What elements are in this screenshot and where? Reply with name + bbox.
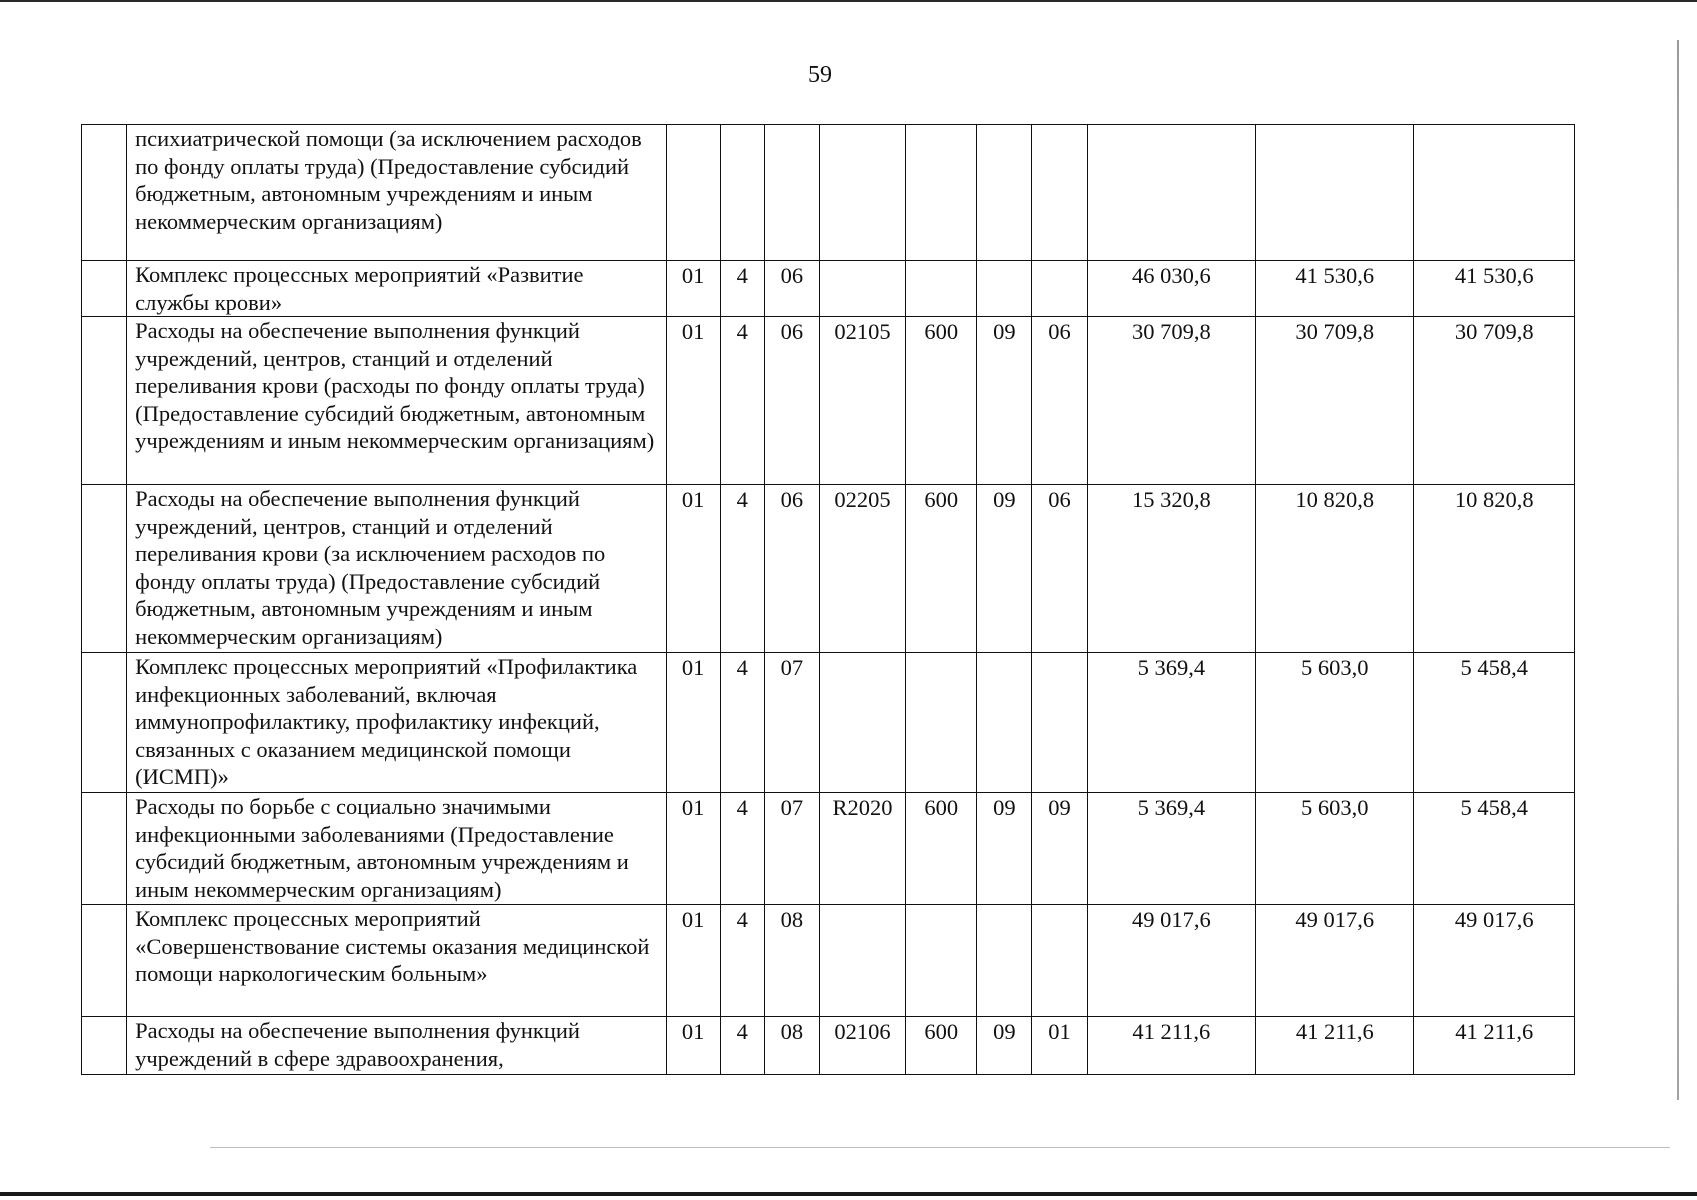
row-name: Расходы по борьбе с социально значимыми инфекционными заболеваниями (Предоставление субсидий бюджетным, автономным учреждениям и иным некоммерческим организациям)	[127, 793, 666, 905]
amount-1: 15 320,8	[1087, 485, 1255, 653]
code-6: 09	[977, 317, 1032, 485]
code-1: 01	[666, 793, 720, 905]
amount-2	[1256, 125, 1414, 261]
amount-3	[1414, 125, 1575, 261]
code-5	[906, 125, 977, 261]
code-4: 02106	[819, 1017, 905, 1075]
code-2: 4	[720, 653, 764, 793]
code-3: 08	[764, 1017, 819, 1075]
row-index-cell	[82, 793, 127, 905]
amount-2: 41 211,6	[1256, 1017, 1414, 1075]
row-name: Комплекс процессных мероприятий «Развитие службы крови»	[127, 261, 666, 317]
code-6: 09	[977, 793, 1032, 905]
code-7	[1032, 653, 1087, 793]
code-5	[906, 653, 977, 793]
amount-3: 49 017,6	[1414, 905, 1575, 1017]
code-2	[720, 125, 764, 261]
amount-1: 5 369,4	[1087, 653, 1255, 793]
code-4: 02205	[819, 485, 905, 653]
code-6: 09	[977, 1017, 1032, 1075]
scan-faint-line	[210, 1147, 1670, 1148]
code-2: 4	[720, 905, 764, 1017]
amount-3: 10 820,8	[1414, 485, 1575, 653]
row-index-cell	[82, 653, 127, 793]
amount-1: 49 017,6	[1087, 905, 1255, 1017]
amount-3: 5 458,4	[1414, 653, 1575, 793]
code-4: R2020	[819, 793, 905, 905]
scan-edge-bottom	[0, 1192, 1697, 1196]
row-name: Расходы на обеспечение выполнения функций учреждений, центров, станций и отделений переливания крови (расходы по фонду оплаты труда) (Предоставление субсидий бюджетным, автономным учреждениям и иным некоммерческим организациям)	[127, 317, 666, 485]
code-1: 01	[666, 261, 720, 317]
code-2: 4	[720, 793, 764, 905]
amount-1: 5 369,4	[1087, 793, 1255, 905]
amount-3: 30 709,8	[1414, 317, 1575, 485]
code-2: 4	[720, 317, 764, 485]
amount-2: 41 530,6	[1256, 261, 1414, 317]
code-6	[977, 125, 1032, 261]
code-7	[1032, 905, 1087, 1017]
code-5: 600	[906, 1017, 977, 1075]
code-6: 09	[977, 485, 1032, 653]
code-2: 4	[720, 261, 764, 317]
row-index-cell	[82, 261, 127, 317]
code-7	[1032, 125, 1087, 261]
table-row	[82, 261, 1575, 317]
amount-2: 5 603,0	[1256, 793, 1414, 905]
code-5: 600	[906, 793, 977, 905]
code-6	[977, 653, 1032, 793]
code-4: 02105	[819, 317, 905, 485]
scan-edge-top	[0, 0, 1697, 2]
amount-1	[1087, 125, 1255, 261]
amount-2: 10 820,8	[1256, 485, 1414, 653]
table-row	[82, 653, 1575, 793]
code-6	[977, 261, 1032, 317]
code-7: 06	[1032, 317, 1087, 485]
row-index-cell	[82, 1017, 127, 1075]
code-2: 4	[720, 1017, 764, 1075]
budget-table	[81, 124, 1575, 1075]
code-4	[819, 653, 905, 793]
amount-3: 5 458,4	[1414, 793, 1575, 905]
amount-1: 46 030,6	[1087, 261, 1255, 317]
code-4	[819, 261, 905, 317]
code-3: 06	[764, 261, 819, 317]
code-7: 01	[1032, 1017, 1087, 1075]
code-3: 07	[764, 653, 819, 793]
code-7	[1032, 261, 1087, 317]
code-1: 01	[666, 485, 720, 653]
code-2: 4	[720, 485, 764, 653]
code-3: 06	[764, 485, 819, 653]
amount-3: 41 530,6	[1414, 261, 1575, 317]
page-number: 59	[808, 62, 832, 88]
table-row	[82, 1017, 1575, 1075]
table-row	[82, 905, 1575, 1017]
amount-3: 41 211,6	[1414, 1017, 1575, 1075]
code-5: 600	[906, 485, 977, 653]
row-index-cell	[82, 485, 127, 653]
row-name: Комплекс процессных мероприятий «Совершенствование системы оказания медицинской помощи наркологическим больным»	[127, 905, 666, 1017]
row-index-cell	[82, 905, 127, 1017]
amount-1: 41 211,6	[1087, 1017, 1255, 1075]
code-7: 09	[1032, 793, 1087, 905]
table-row	[82, 125, 1575, 261]
code-7: 06	[1032, 485, 1087, 653]
code-1: 01	[666, 317, 720, 485]
code-4	[819, 905, 905, 1017]
table-row	[82, 317, 1575, 485]
row-name: Расходы на обеспечение выполнения функций учреждений в сфере здравоохранения,	[127, 1017, 666, 1075]
amount-1: 30 709,8	[1087, 317, 1255, 485]
row-index-cell	[82, 125, 127, 261]
code-1	[666, 125, 720, 261]
code-4	[819, 125, 905, 261]
amount-2: 49 017,6	[1256, 905, 1414, 1017]
code-1: 01	[666, 905, 720, 1017]
code-1: 01	[666, 653, 720, 793]
code-3	[764, 125, 819, 261]
code-5	[906, 905, 977, 1017]
code-3: 07	[764, 793, 819, 905]
table-row	[82, 793, 1575, 905]
scan-edge-right	[1677, 40, 1679, 1100]
amount-2: 5 603,0	[1256, 653, 1414, 793]
row-index-cell	[82, 317, 127, 485]
row-name: Расходы на обеспечение выполнения функций учреждений, центров, станций и отделений переливания крови (за исключением расходов по фонду оплаты труда) (Предоставление субсидий бюджетным, автономным учреждениям и иным некоммерческим организациям)	[127, 485, 666, 653]
amount-2: 30 709,8	[1256, 317, 1414, 485]
table-row	[82, 485, 1575, 653]
code-6	[977, 905, 1032, 1017]
code-3: 08	[764, 905, 819, 1017]
row-name: Комплекс процессных мероприятий «Профилактика инфекционных заболеваний, включая иммунопрофилактику, профилактику инфекций, связанных с оказанием медицинской помощи (ИСМП)»	[127, 653, 666, 793]
code-5: 600	[906, 317, 977, 485]
code-1: 01	[666, 1017, 720, 1075]
code-3: 06	[764, 317, 819, 485]
row-name: психиатрической помощи (за исключением расходов по фонду оплаты труда) (Предоставление субсидий бюджетным, автономным учреждениям и иным некоммерческим организациям)	[127, 125, 666, 261]
code-5	[906, 261, 977, 317]
